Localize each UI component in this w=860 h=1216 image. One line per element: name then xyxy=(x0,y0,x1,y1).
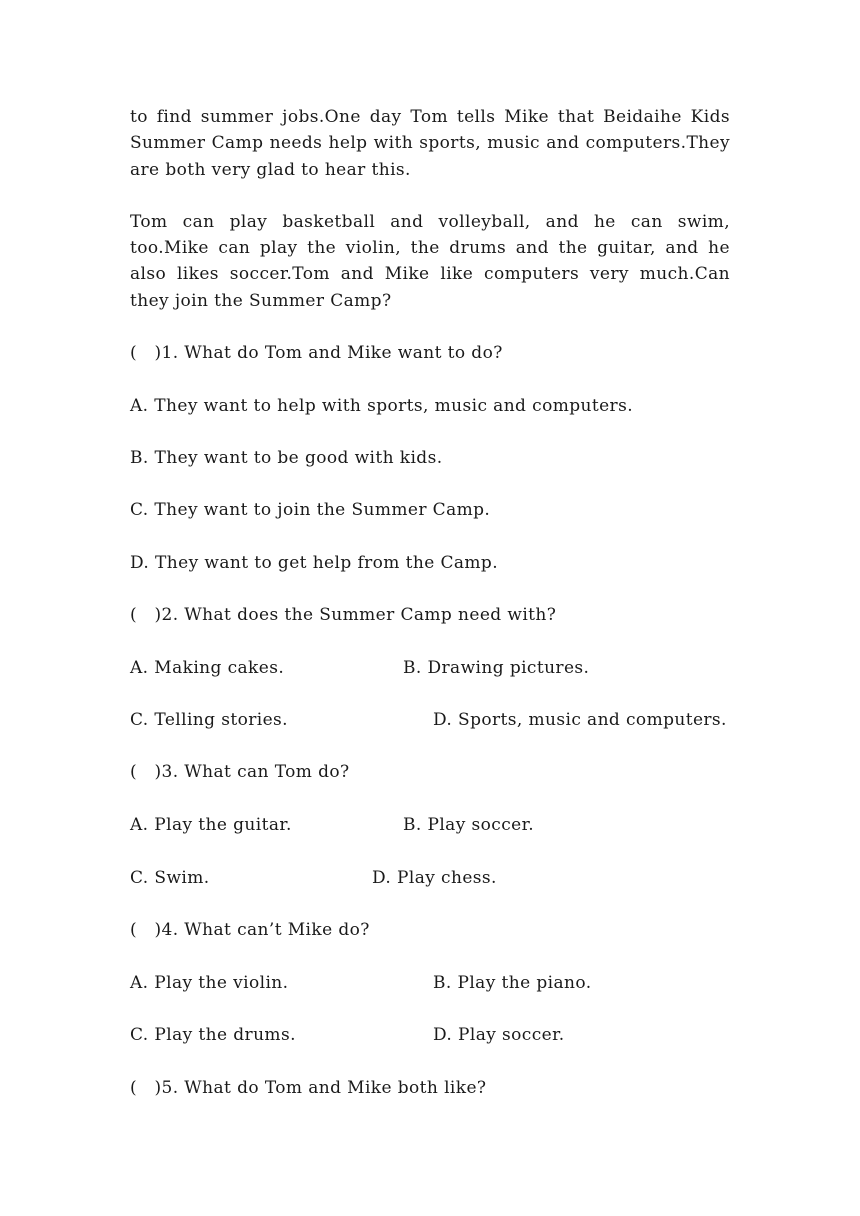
passage-line: too.Mike can play the violin, the drums and the guitar, and he xyxy=(130,238,730,258)
option-d: D. Play chess. xyxy=(372,868,497,888)
passage-line: they join the Summer Camp? xyxy=(130,291,392,311)
passage-line: are both very glad to hear this. xyxy=(130,160,411,180)
option-b: B. They want to be good with kids. xyxy=(130,448,443,468)
question-stem: ( )4. What can’t Mike do? xyxy=(130,920,370,940)
option-b: B. Drawing pictures. xyxy=(403,658,590,678)
option-c: C. Play the drums. xyxy=(130,1025,296,1045)
option-a: A. Making cakes. xyxy=(130,658,285,678)
passage-line: Tom can play basketball and volleyball, and he can swim, xyxy=(130,212,730,232)
passage-line: to find summer jobs.One day Tom tells Mike that Beidaihe Kids xyxy=(130,107,730,127)
option-c: C. Telling stories. xyxy=(130,710,288,730)
option-d: D. They want to get help from the Camp. xyxy=(130,553,499,573)
option-d: D. Play soccer. xyxy=(433,1025,565,1045)
option-c: C. Swim. xyxy=(130,868,210,888)
passage-line: Summer Camp needs help with sports, music and computers.They xyxy=(130,133,730,153)
option-b: B. Play the piano. xyxy=(433,973,592,993)
option-a: A. Play the guitar. xyxy=(130,815,292,835)
question-stem: ( )3. What can Tom do? xyxy=(130,762,350,782)
question-stem: ( )5. What do Tom and Mike both like? xyxy=(130,1078,487,1098)
passage-line: also likes soccer.Tom and Mike like computers very much.Can xyxy=(130,264,730,284)
question-stem: ( )2. What does the Summer Camp need with? xyxy=(130,605,557,625)
option-a: A. Play the violin. xyxy=(130,973,289,993)
option-a: A. They want to help with sports, music and computers. xyxy=(130,396,633,416)
question-stem: ( )1. What do Tom and Mike want to do? xyxy=(130,343,503,363)
option-d: D. Sports, music and computers. xyxy=(433,710,727,730)
option-b: B. Play soccer. xyxy=(403,815,535,835)
option-c: C. They want to join the Summer Camp. xyxy=(130,500,491,520)
